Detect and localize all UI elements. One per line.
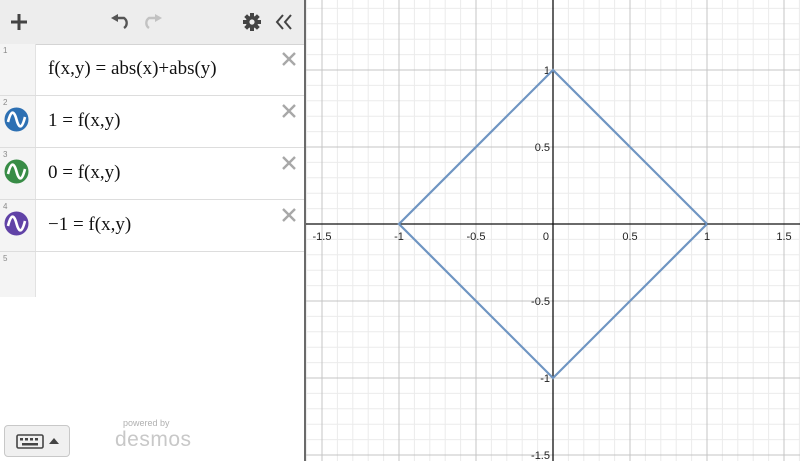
tick-label: -1.5 (312, 231, 332, 243)
delete-expression-icon[interactable] (279, 205, 299, 225)
tick-label: 1.5 (776, 231, 792, 243)
delete-expression-icon[interactable] (279, 153, 299, 173)
row-gutter (0, 252, 36, 297)
tick-label: 0 (542, 231, 549, 243)
expression-text[interactable]: −1 = f(x,y) (48, 214, 132, 235)
tick-label: -0.5 (531, 296, 550, 308)
keyboard-icon (5, 426, 69, 456)
tick-label: -1.5 (531, 450, 550, 461)
tick-label: -1 (394, 231, 404, 243)
row-number: 1 (3, 46, 8, 55)
keyboard-toggle-button[interactable] (4, 425, 70, 457)
add-expression-button[interactable] (5, 6, 33, 38)
gear-icon (243, 13, 261, 31)
expression-text[interactable]: 1 = f(x,y) (48, 110, 121, 131)
row-gutter (0, 96, 36, 147)
tick-labels (313, 65, 792, 461)
wave-icon[interactable] (4, 211, 29, 236)
undo-button[interactable] (107, 6, 135, 38)
expression-row[interactable] (0, 44, 304, 96)
toolbar (0, 0, 304, 45)
plus-icon (10, 13, 28, 31)
expression-row[interactable] (0, 200, 304, 252)
delete-expression-icon[interactable] (279, 101, 299, 121)
wave-icon[interactable] (4, 107, 29, 132)
delete-expression-icon[interactable] (279, 49, 299, 69)
row-gutter (0, 148, 36, 199)
expression-list (0, 44, 304, 297)
undo-icon (110, 14, 132, 30)
expression-text[interactable]: f(x,y) = abs(x)+abs(y) (48, 58, 217, 79)
collapse-panel-button[interactable] (270, 6, 298, 38)
tick-label: 1 (543, 65, 550, 77)
tick-label: -1 (540, 373, 550, 385)
row-gutter (0, 200, 36, 251)
tick-label: 0.5 (534, 142, 550, 154)
redo-button[interactable] (138, 6, 166, 38)
expression-text[interactable]: 0 = f(x,y) (48, 162, 121, 183)
row-number: 4 (3, 202, 8, 211)
tick-label: 0.5 (622, 231, 638, 243)
row-gutter (0, 44, 36, 95)
expression-panel (0, 0, 304, 461)
row-number: 2 (3, 98, 8, 107)
settings-button[interactable] (238, 6, 266, 38)
row-number: 3 (3, 150, 8, 159)
expression-row[interactable] (0, 148, 304, 200)
double-chevron-left-icon (274, 13, 294, 31)
redo-icon (141, 14, 163, 30)
graph-canvas[interactable] (306, 0, 800, 461)
powered-by-label: powered by (123, 418, 170, 428)
expression-row[interactable] (0, 96, 304, 148)
tick-label: -0.5 (466, 231, 486, 243)
expression-row-empty[interactable] (0, 252, 304, 297)
row-number: 5 (3, 254, 8, 263)
wave-icon[interactable] (4, 159, 29, 184)
desmos-logo: desmos (115, 428, 192, 451)
tick-label: 1 (703, 231, 711, 243)
